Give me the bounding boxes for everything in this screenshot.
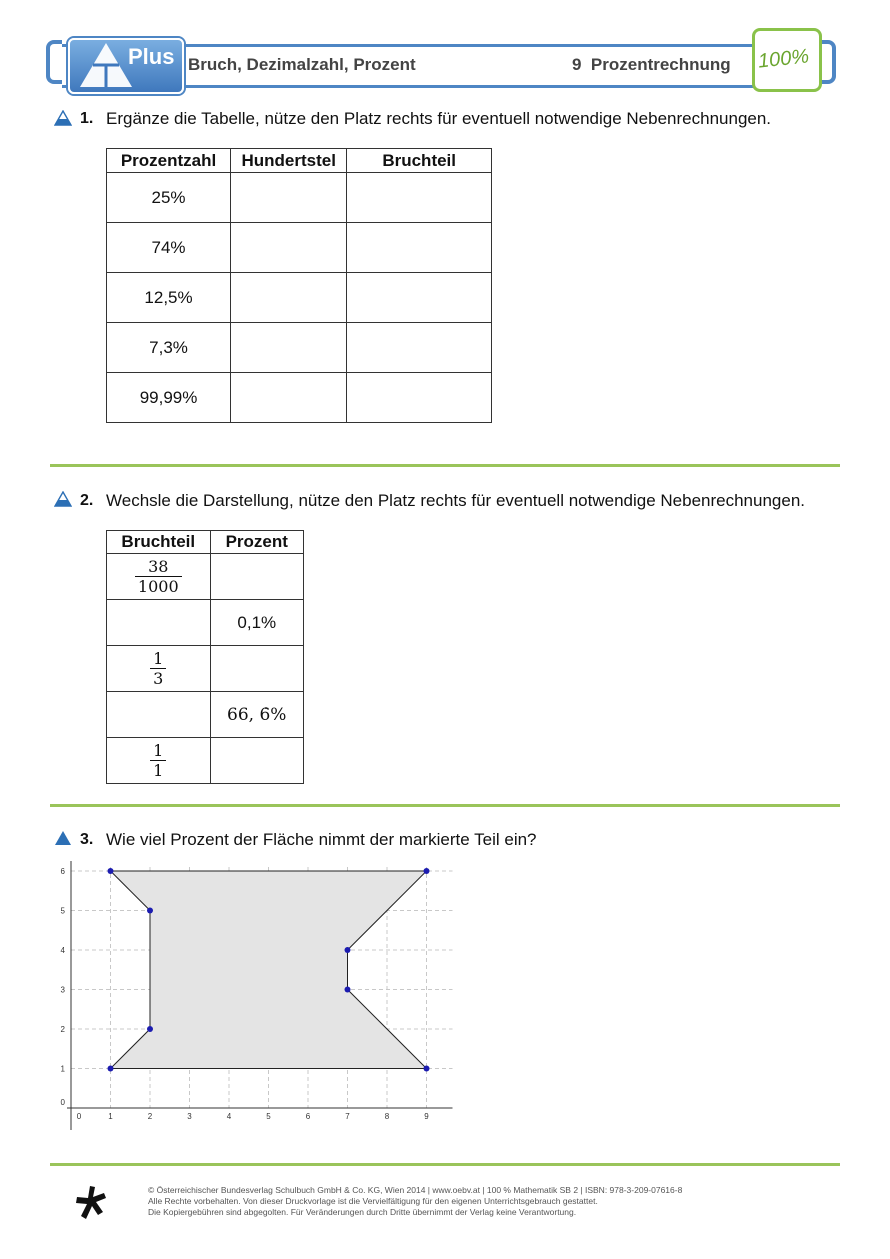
pyramid-logo-icon [76, 41, 136, 91]
section-divider [50, 464, 840, 467]
task1-hundertstel-cell[interactable] [231, 373, 347, 423]
task1-bruchteil-cell[interactable] [347, 273, 492, 323]
footer-line: © Österreichischer Bundesverlag Schulbuch GmbH & Co. KG, Wien 2014 | www.oebv.at | 100 % Mathematik SB 2 | ISBN: 978-3-209-07616-8 [148, 1185, 683, 1195]
task2-number: 2. [80, 492, 94, 509]
task2-table [106, 530, 304, 784]
task2-percent-cell: 0,1% [210, 600, 303, 646]
fraction [135, 557, 182, 596]
table-row [107, 323, 492, 373]
table-row [107, 373, 492, 423]
task1-percent-cell: 25% [107, 173, 231, 223]
vertex-point [345, 947, 351, 953]
marked-area-polygon [111, 871, 427, 1069]
task2-percent-cell[interactable] [210, 554, 303, 600]
y-tick-label: 6 [60, 867, 65, 876]
x-tick-label: 7 [345, 1112, 350, 1121]
task1-percent-cell: 99,99% [107, 373, 231, 423]
x-tick-label: 1 [108, 1112, 113, 1121]
task1-percent-cell: 12,5% [107, 273, 231, 323]
x-tick-label: 0 [76, 1112, 82, 1121]
logo-100-text: 100% [756, 45, 811, 73]
task2-percent-cell: 66, 6̇% [210, 692, 303, 738]
x-tick-label: 8 [384, 1112, 390, 1121]
level-pyramid-icon [54, 110, 72, 126]
task1-bruchteil-cell[interactable] [347, 173, 492, 223]
y-tick-label: 4 [60, 946, 65, 955]
header-right-bracket [820, 40, 836, 84]
task1-hundertstel-cell[interactable] [231, 173, 347, 223]
y-tick-label: 3 [60, 985, 65, 995]
task2-fraction-cell [107, 646, 211, 692]
fraction-denominator: 1 [153, 760, 164, 780]
task3-number: 3. [80, 831, 94, 848]
vertex-point [108, 868, 114, 874]
fraction [150, 649, 166, 688]
fraction-denominator: 1000 [137, 576, 179, 596]
vertex-point [147, 908, 153, 914]
x-tick-label: 2 [147, 1112, 153, 1121]
vertex-point [424, 1066, 430, 1072]
task1-percent-cell: 7,3% [107, 323, 231, 373]
fraction-numerator: 1 [150, 649, 166, 669]
task2-col-bruchteil: Bruchteil [107, 531, 211, 554]
x-tick-label: 6 [305, 1112, 311, 1121]
task1-percent-cell: 74% [107, 223, 231, 273]
table-row [107, 554, 304, 600]
task2-instruction: Wechsle die Darstellung, nütze den Platz rechts für eventuell notwendige Nebenrechnungen. [106, 491, 806, 510]
table-row [107, 223, 492, 273]
task1-hundertstel-cell[interactable] [231, 273, 347, 323]
table-row [107, 692, 304, 738]
fraction-numerator: 38 [135, 557, 182, 577]
publisher-logo-icon [74, 1184, 108, 1222]
footer-line: Die Kopiergebühren sind abgegolten. Für Veränderungen durch Dritte übernimmt der Verlag keine Verantwortung. [148, 1207, 577, 1217]
task1-header-row [107, 149, 492, 173]
level-pyramid-icon [54, 491, 72, 507]
header-left-bracket [46, 40, 62, 84]
vertex-point [345, 987, 351, 993]
y-tick-label: 5 [60, 906, 65, 916]
x-tick-label: 3 [187, 1112, 192, 1121]
task1-col-hundertstel: Hundertstel [231, 149, 347, 173]
task1-number: 1. [80, 110, 94, 127]
x-tick-label: 4 [226, 1112, 232, 1121]
task1-instruction: Ergänze die Tabelle, nütze den Platz rechts für eventuell notwendige Nebenrechnungen. [106, 109, 772, 128]
y-tick-label: 2 [60, 1025, 65, 1034]
fraction [150, 741, 166, 780]
task2-percent-cell[interactable] [210, 646, 303, 692]
footer-copyright [148, 1185, 682, 1218]
section-divider [50, 804, 840, 807]
task2-header-row [107, 531, 304, 554]
task1-bruchteil-cell[interactable] [347, 373, 492, 423]
level-pyramid-icon [54, 830, 72, 846]
footer-line: Alle Rechte vorbehalten. Von dieser Druckvorlage ist die Vervielfältigung für den eigenen Unterrichtsgebrauch gestattet. [148, 1196, 598, 1206]
fraction-denominator: 3 [153, 668, 164, 688]
table-row [107, 273, 492, 323]
plus-logo-text: Plus [128, 44, 175, 69]
task1-bruchteil-cell[interactable] [347, 323, 492, 373]
task2-col-prozent: Prozent [210, 531, 303, 554]
table-row [107, 646, 304, 692]
header-left-title: Bruch, Dezimalzahl, Prozent [188, 55, 416, 74]
section-divider [50, 1163, 840, 1166]
coordinate-grid-chart [40, 858, 460, 1133]
x-tick-label: 9 [424, 1112, 429, 1121]
table-row [107, 738, 304, 784]
table-row [107, 173, 492, 223]
task1-hundertstel-cell[interactable] [231, 323, 347, 373]
task2-fraction-cell [107, 738, 211, 784]
y-tick-label: 0 [60, 1098, 65, 1107]
task3-instruction: Wie viel Prozent der Fläche nimmt der markierte Teil ein? [106, 830, 537, 849]
task2-fraction-cell[interactable] [107, 692, 211, 738]
task1-col-bruchteil: Bruchteil [347, 149, 492, 173]
x-tick-label: 5 [266, 1112, 271, 1121]
vertex-point [108, 1066, 114, 1072]
fraction-numerator: 1 [150, 741, 166, 761]
table-row [107, 600, 304, 646]
vertex-point [424, 868, 430, 874]
task2-fraction-cell [107, 554, 211, 600]
task1-col-prozentzahl: Prozentzahl [107, 149, 231, 173]
y-tick-label: 1 [60, 1064, 65, 1074]
task2-fraction-cell[interactable] [107, 600, 211, 646]
task1-hundertstel-cell[interactable] [231, 223, 347, 273]
vertex-point [147, 1026, 153, 1032]
task1-table [106, 148, 492, 423]
header-right-title: 9 Prozentrechnung [572, 55, 731, 74]
task1-bruchteil-cell[interactable] [347, 223, 492, 273]
task2-percent-cell[interactable] [210, 738, 303, 784]
